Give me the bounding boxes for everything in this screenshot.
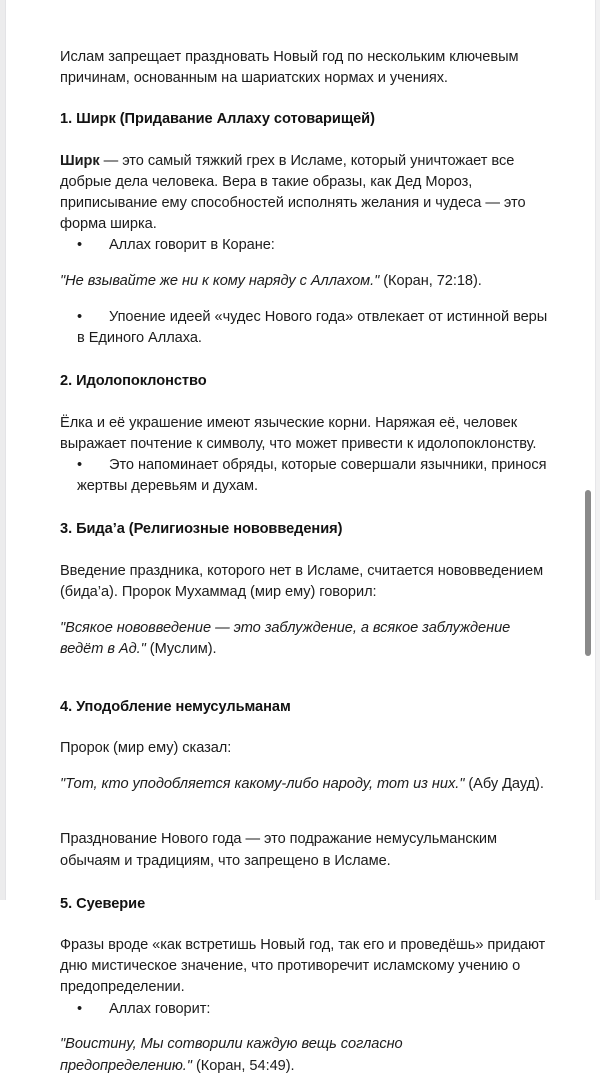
- list-item: [60, 455, 548, 497]
- bullet-icon: •: [77, 237, 83, 254]
- section-heading-5: 5. Суеверие: [60, 895, 146, 912]
- quote-text: "Всякое нововведение — это заблуждение, а всякое заблуждение ведёт в Ад.": [60, 619, 511, 657]
- spacer: [60, 675, 548, 697]
- intro-paragraph: Ислам запрещает праздновать Новый год по нескольким ключевым причинам, основанным на шариатских нормах и учениях.: [60, 49, 519, 87]
- section-1-lead: [60, 151, 548, 236]
- section-3-quote: [60, 618, 548, 660]
- quote-citation-text: (Муслим).: [149, 640, 217, 657]
- section-4-body-2: Празднование Нового года — это подражание немусульманским обычаям и традициям, что запрещено в Исламе.: [60, 831, 498, 869]
- section-4-quote: [60, 774, 548, 795]
- spacer: [60, 89, 548, 109]
- quote-text: "Тот, кто уподобляется какому-либо народу, тот из них.": [60, 775, 465, 792]
- page-left-gutter-edge: [5, 0, 6, 900]
- section-heading-4: 4. Уподобление немусульманам: [60, 698, 291, 715]
- section-heading-3: 3. Бида’а (Религиозные нововведения): [60, 521, 343, 538]
- page-right-gutter: [596, 0, 600, 900]
- spacer: [60, 872, 548, 894]
- spacer: [60, 915, 548, 935]
- section-4-body: Пророк (мир ему) сказал:: [60, 739, 232, 756]
- section-3-body: Введение праздника, которого нет в Исламе, считается нововведением (бида’а). Пророк Мухаммад (мир ему) говорил:: [60, 562, 544, 600]
- list-item-label: Это напоминает обряды, которые совершали язычники, принося жертвы деревьям и духам.: [77, 457, 547, 495]
- section-5-quote: [60, 1034, 548, 1076]
- quote-text: "Воистину, Мы сотворили каждую вещь согласно предопределению.": [60, 1036, 403, 1074]
- section-2-body: Ёлка и её украшение имеют языческие корни. Наряжая её, человек выражает почтение к символу, что может привести к идолопоклонству.: [60, 414, 537, 452]
- scrollbar-track[interactable]: [585, 0, 591, 900]
- scrollbar-thumb[interactable]: [585, 490, 591, 656]
- list-item-label: Упоение идеей «чудес Нового года» отвлекает от истинной веры в Единого Аллаха.: [77, 309, 548, 347]
- list-item: [60, 307, 548, 349]
- section-heading-2: 2. Идолопоклонство: [60, 373, 207, 390]
- section-heading-1: 1. Ширк (Придавание Аллаху сотоварищей): [60, 111, 375, 128]
- spacer: [60, 541, 548, 561]
- bullet-icon: •: [77, 1000, 83, 1017]
- spacer: [60, 131, 548, 151]
- section-1-lead-bold: Ширк: [60, 152, 100, 169]
- spacer: [60, 349, 548, 371]
- spacer: [60, 393, 548, 413]
- list-item: [60, 999, 548, 1020]
- quote-citation-text: (Коран, 54:49).: [195, 1057, 295, 1074]
- list-item-label: Аллах говорит:: [109, 1000, 211, 1017]
- list-item: [60, 235, 548, 256]
- section-1-lead-rest: — это самый тяжкий грех в Исламе, который уничтожает все добрые дела человека. Вера в такие образы, как Дед Мороз, приписывание ему способностей исполнять желания и чудеса — это форма ширка.: [60, 152, 526, 233]
- bullet-icon: •: [77, 309, 83, 326]
- bullet-icon: •: [77, 457, 83, 474]
- page-right-gutter-edge: [595, 0, 596, 900]
- list-item-label: Аллах говорит в Коране:: [109, 237, 275, 254]
- document-content: [60, 47, 548, 1091]
- section-1-quote: [60, 271, 548, 292]
- quote-citation-text: (Абу Дауд).: [468, 775, 544, 792]
- section-5-body: Фразы вроде «как встретишь Новый год, так его и проведёшь» придают дню мистическое значение, что противоречит исламскому учению о предопределении.: [60, 937, 546, 996]
- spacer: [60, 718, 548, 738]
- quote-text: "Не взывайте же ни к кому наряду с Аллахом.": [60, 273, 380, 290]
- quote-citation-text: (Коран, 72:18).: [383, 273, 482, 290]
- spacer: [60, 497, 548, 519]
- spacer: [60, 809, 548, 829]
